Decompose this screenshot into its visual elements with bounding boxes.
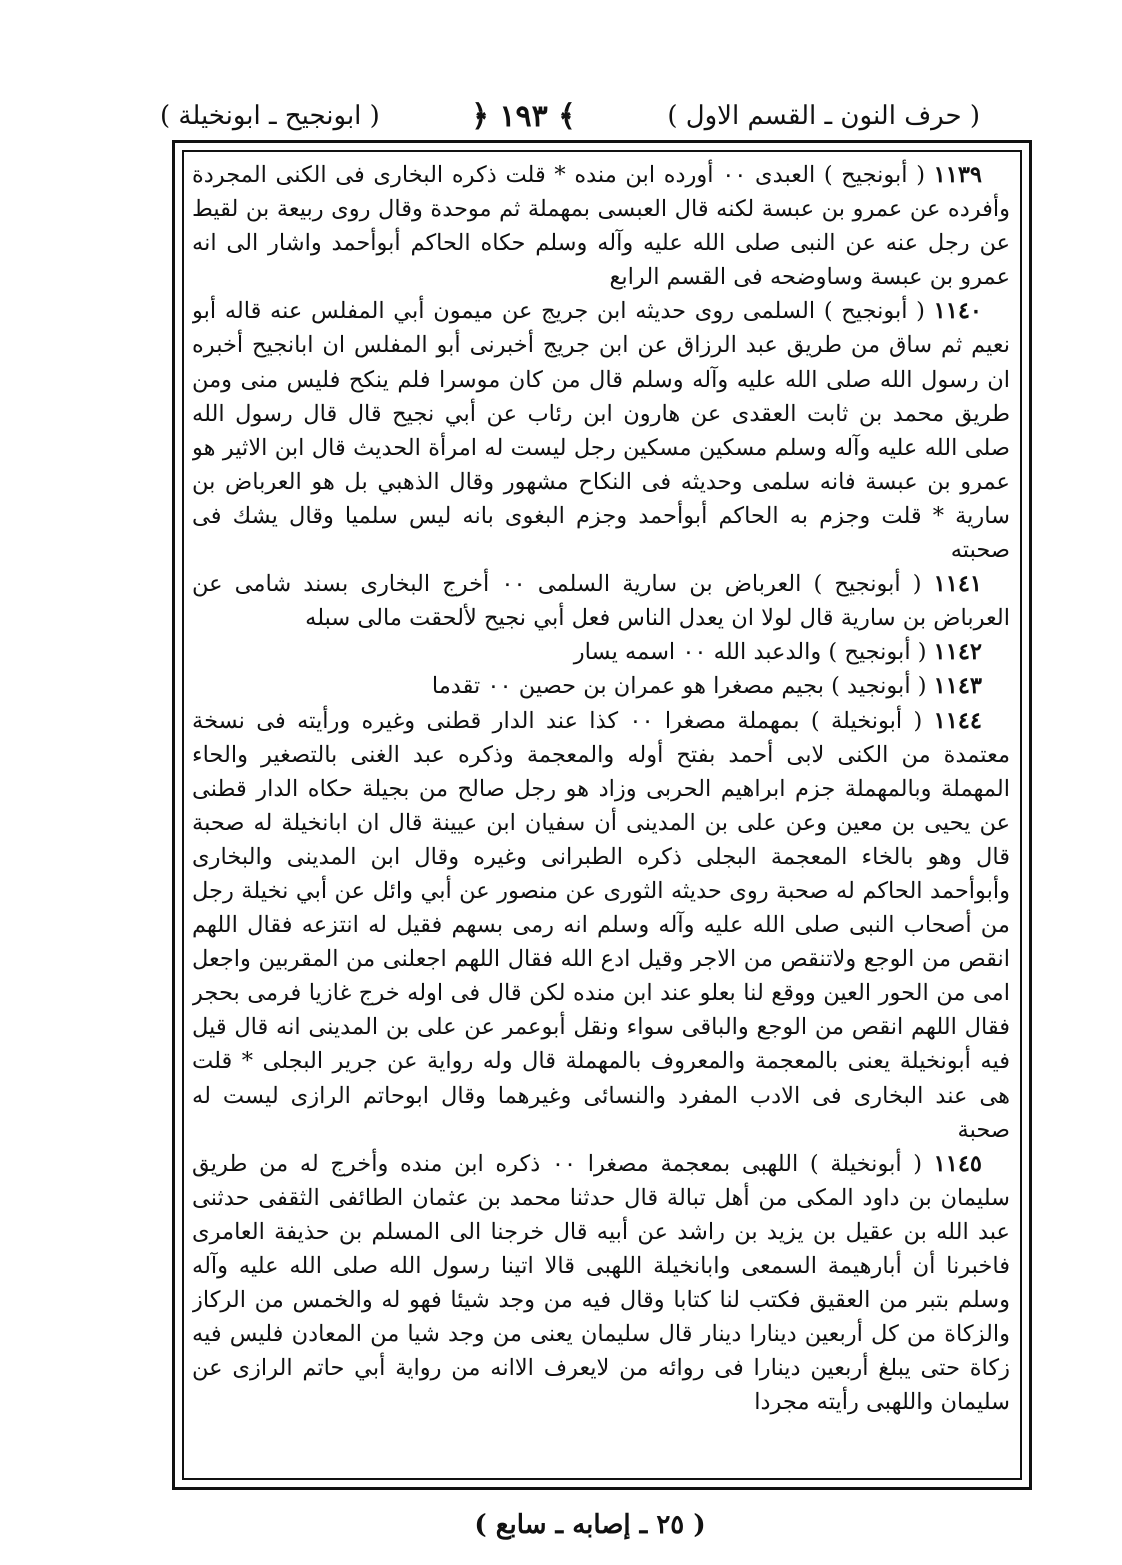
- page-number: ﴾ ١٩٣ ﴿: [471, 98, 576, 134]
- entry-1142: [192, 635, 1010, 669]
- entry-text: ( أبونجيد ) بجيم مصغرا هو عمران بن حصين ٠٠ تقدما: [431, 673, 927, 700]
- entry-1143: [192, 669, 1010, 703]
- running-header: [160, 96, 980, 136]
- entry-number: ١١٤٢: [933, 639, 982, 666]
- entry-number: ١١٤٥: [933, 1150, 982, 1177]
- entry-number: ١١٤١: [933, 571, 983, 598]
- entry-1140: [192, 294, 1010, 567]
- entry-number: ١١٣٩: [933, 162, 982, 188]
- entry-text: ( أبونخيلة ) اللهبى بمعجمة مصغرا ٠٠ ذكره ابن منده وأخرج له من طريق سليمان بن داود المكى من أهل تبالة قال حدثنا محمد بن عثمان الطائفى الثقفى حدثنى عبد الله بن عقيل بن يزيد بن راشد عن أبيه قال خرجنا الى المسلم بن حذيفة العامرى فاخبرنا أن أبارهيمة السمعى وابانخيلة اللهبى قالا اتينا رسول الله صلى الله عليه وآله وسلم بتبر من العقيق فكتب لنا كتابا وقال فيه من وجد شيئا فهو له والخمس من الركاز والزكاة من كل أربعين دينارا دينار قال سليمان يعنى من وجد شيا من المعادن فليس فيه زكاة حتى يبلغ أربعين دينارا فى روائه من لايعرف الاانه من رواية أبي حاتم الرازى عن سليمان واللهبى رأيته مجردا: [192, 1150, 1010, 1416]
- signature-footer: ( ٢٥ ـ إصابه ـ سابع ): [474, 1510, 706, 1540]
- entry-1144: [192, 704, 1010, 1147]
- entry-text: ( أبونجيح ) السلمى روى حديثه ابن جريج عن ميمون أبي المفلس عنه قاله أبو نعيم ثم ساق من طريق عبد الرزاق عن ابن جريج أخبرنى أبو المفلس ان ابانجيح أخبره ان رسول الله صلى الله عليه وآله وسلم قال من كان موسرا فلم ينكح فليس منى ومن طريق محمد بن ثابت العقدى عن هارون ابن رئاب عن أبي نجيح قال قال رسول الله صلى الله عليه وآله وسلم مسكين مسكين رجل ليست له امرأة الحديث قال ابن الاثير هو عمرو بن عبسة فانه سلمى وحديثه فى النكاح مشهور وقال الذهبي بل هو العرباض بن سارية * قلت وجزم به الحاكم أبوأحمد وجزم البغوى بانه ليس سلميا وقال يشك فى صحبته: [192, 298, 1010, 564]
- header-section-title: ( حرف النون ـ القسم الاول ): [667, 101, 980, 131]
- entry-number: ١١٤٣: [933, 673, 982, 700]
- entry-text: ( أبونخيلة ) بمهملة مصغرا ٠٠ كذا عند الدار قطنى وغيره ورأيته فى نسخة معتمدة من الكنى لابى أحمد بفتح أوله والمعجمة وذكره عبد الغنى بالتصغير والحاء المهملة وبالمهملة جزم ابراهيم الحربى وزاد هو رجل صالح من بجيلة حكاه الدار قطنى عن يحيى بن معين وعن على بن المدينى أن سفيان ابن عيينة قال ان ابانخيلة له صحبة قال وهو بالخاء المعجمة البجلى ذكره الطبرانى وغيره وقال ابن المدينى والبخارى وأبوأحمد الحاكم له صحبة روى حديثه الثورى عن منصور عن أبي وائل عن أبي نخيلة رجل من أصحاب النبى صلى الله عليه وآله وسلم انه رمى بسهم فقيل له انتزعه فقال اللهم انقص من الوجع ولاتنقص من الاجر وقيل ادع الله فقال اللهم اجعلنى من المقربين واجعل امى من الحور العين ووقع لنا بعلو عند ابن منده لكن قال فى اوله خرج غازيا فرمى بحجر فقال اللهم انقص من الوجع والباقى سواء ونقل أبوعمر عن على بن المدينى انه قال قيل فيه أبونخيلة يعنى بالمعجمة والمعروف بالمهملة قال وله رواية عن جرير البجلى * قلت هى عند البخارى فى الادب المفرد والنسائى وغيرهما وقال ابوحاتم الرازى ليست له صحبة: [192, 707, 1010, 1143]
- entry-number: ١١٤٤: [933, 707, 982, 734]
- header-entry-range: ( ابونجيح ـ ابونخيلة ): [160, 101, 380, 131]
- entry-1141: [192, 567, 1010, 635]
- entry-1139: [192, 158, 1010, 294]
- entry-text: ( أبونجيح ) العبدى ٠٠ أورده ابن منده * قلت ذكره البخارى فى الكنى المجردة وأفرده عن عمرو بن عبسة لكنه قال العبسى بمهملة ثم موحدة وقال روى ربيعة بن لقيط عن رجل عنه عن النبى صلى الله عليه وآله وسلم حكاه الحاكم أبوأحمد واشار الى انه عمرو بن عبسة وساوضحه فى القسم الرابع: [192, 162, 1010, 291]
- entry-text: ( أبونجيح ) والدعبد الله ٠٠ اسمه يسار: [573, 639, 927, 666]
- entry-number: ١١٤٠: [933, 298, 982, 325]
- entry-1145: [192, 1147, 1010, 1420]
- entry-text: ( أبونجيح ) العرباض بن سارية السلمى ٠٠ أخرج البخارى بسند شامى عن العرباض بن سارية قال لولا ان يعدل الناس فعل أبي نجيح لألحقت مالى سبله: [192, 571, 1010, 632]
- entries-body: [192, 158, 1010, 1476]
